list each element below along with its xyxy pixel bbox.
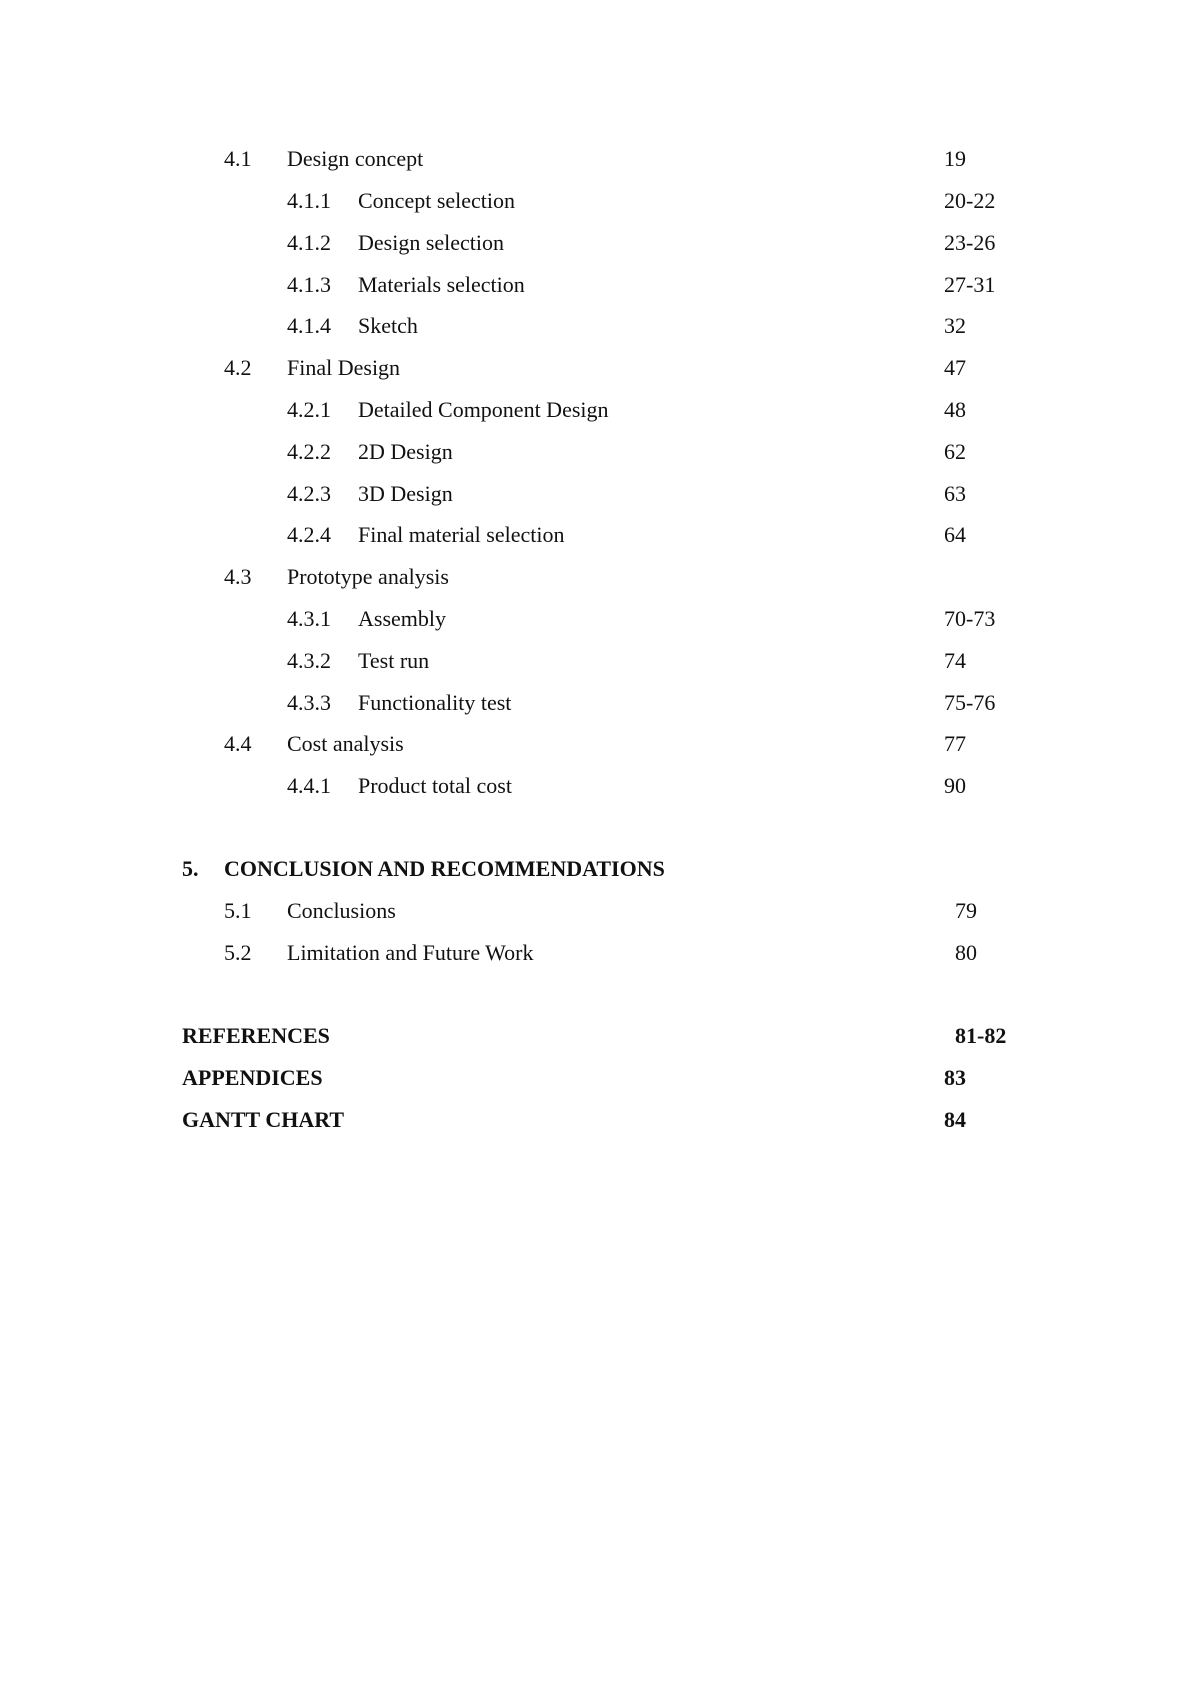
toc-entry-page: 62 [944,439,966,464]
toc-entry-number: 4.1.4 [287,313,331,338]
toc-entry-title: Materials selection [358,272,525,297]
toc-entry-page: 48 [944,397,966,422]
toc-entry-4-3-1 [0,604,1200,634]
toc-entry-number: 4.2 [224,355,252,380]
toc-entry-title: Design selection [358,230,505,255]
toc-entry-page: 84 [944,1107,966,1132]
toc-entry-number: 4.2.2 [287,439,331,464]
toc-entry-4-2 [0,353,1200,383]
toc-entry-number: 4.3 [224,564,252,589]
toc-entry-title: Product total cost [358,773,512,798]
toc-entry-title: Final Design [287,355,401,380]
toc-entry-number: 4.2.1 [287,397,331,422]
toc-entry-page: 75-76 [944,690,996,715]
toc-references [0,1021,1200,1051]
toc-entry-number: 4.3.3 [287,690,331,715]
toc-entry-page: 63 [944,481,966,506]
toc-entry-4-1-4 [0,311,1200,341]
toc-entry-page: 70-73 [944,606,996,631]
toc-entry-title: Test run [358,648,430,673]
toc-entry-title: Sketch [358,313,418,338]
toc-entry-title: Concept selection [358,188,516,213]
toc-entry-title: Cost analysis [287,731,404,756]
toc-entry-title: Conclusions [287,898,396,923]
toc-entry-4-1-1 [0,186,1200,216]
toc-entry-title: REFERENCES [182,1023,330,1048]
toc-entry-number: 4.3.2 [287,648,331,673]
toc-entry-title: Detailed Component Design [358,397,609,422]
toc-entry-title: 2D Design [358,439,453,464]
toc-chapter-number: 5. [182,856,199,881]
toc-entry-page: 47 [944,355,966,380]
toc-entry-number: 4.1.1 [287,188,331,213]
toc-chapter-title: CONCLUSION AND RECOMMENDATIONS [224,856,665,881]
toc-entry-number: 4.4.1 [287,773,331,798]
toc-entry-title: APPENDICES [182,1065,323,1090]
toc-gantt-chart [0,1105,1200,1135]
toc-entry-title: 3D Design [358,481,453,506]
toc-entry-page: 90 [944,773,966,798]
toc-entry-number: 4.2.4 [287,522,331,547]
toc-entry-page: 32 [944,313,966,338]
toc-entry-number: 4.1.3 [287,272,331,297]
toc-appendices [0,1063,1200,1093]
toc-entry-page: 77 [944,731,966,756]
toc-entry-page: 79 [955,898,977,923]
toc-entry-number: 4.3.1 [287,606,331,631]
toc-entry-page: 20-22 [944,188,996,213]
toc-entry-title: Prototype analysis [287,564,449,589]
toc-entry-4-2-3 [0,479,1200,509]
toc-entry-title: Design concept [287,146,424,171]
toc-entry-page: 23-26 [944,230,996,255]
toc-entry-number: 4.1.2 [287,230,331,255]
toc-entry-number: 5.2 [224,940,252,965]
toc-entry-4-2-4 [0,520,1200,550]
toc-entry-page: 83 [944,1065,966,1090]
toc-entry-number: 4.2.3 [287,481,331,506]
toc-entry-4-3-3 [0,688,1200,718]
toc-entry-number: 5.1 [224,898,252,923]
toc-entry-title: Limitation and Future Work [287,940,534,965]
toc-entry-title: GANTT CHART [182,1107,345,1132]
toc-entry-4-3 [0,562,1200,592]
toc-entry-5-2 [0,938,1200,968]
toc-entry-4-4 [0,729,1200,759]
toc-entry-4-1 [0,144,1200,174]
toc-entry-4-2-2 [0,437,1200,467]
toc-entry-page: 80 [955,940,977,965]
toc-entry-4-1-2 [0,228,1200,258]
toc-entry-4-3-2 [0,646,1200,676]
toc-entry-page: 19 [944,146,966,171]
toc-entry-4-4-1 [0,771,1200,801]
toc-entry-page: 64 [944,522,966,547]
toc-entry-title: Assembly [358,606,446,631]
toc-entry-title: Functionality test [358,690,512,715]
toc-entry-page: 74 [944,648,966,673]
toc-entry-number: 4.1 [224,146,252,171]
toc-entry-4-1-3 [0,270,1200,300]
toc-chapter-5-heading [0,854,1200,884]
toc-entry-page: 81-82 [955,1023,1007,1048]
toc-entry-number: 4.4 [224,731,252,756]
toc-entry-title: Final material selection [358,522,565,547]
toc-entry-page: 27-31 [944,272,996,297]
toc-entry-5-1 [0,896,1200,926]
toc-entry-4-2-1 [0,395,1200,425]
